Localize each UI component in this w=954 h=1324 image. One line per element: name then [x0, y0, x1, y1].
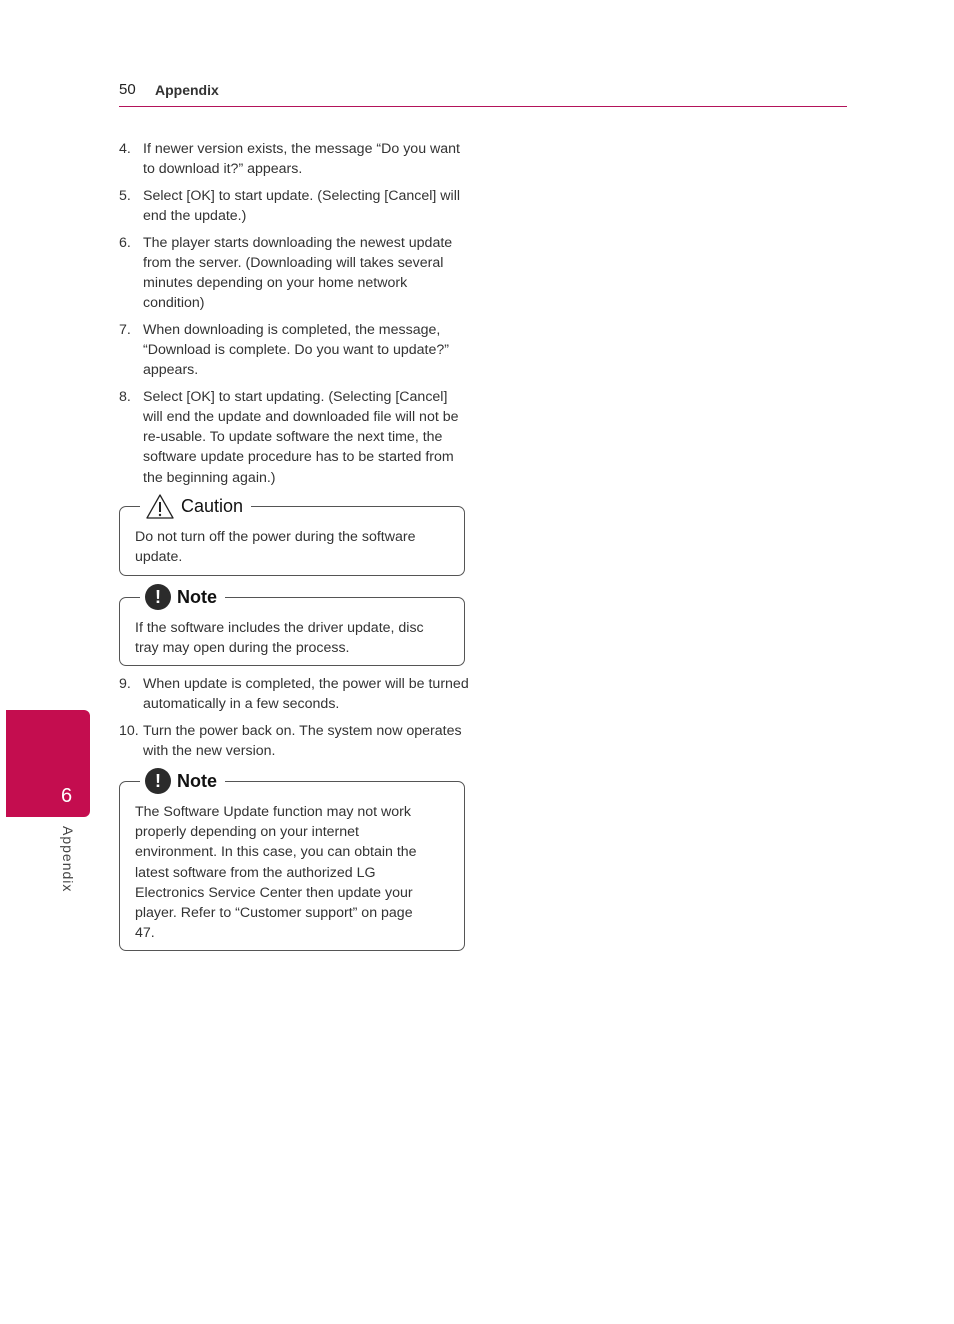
caution-text: Do not turn off the power during the software update. — [135, 529, 416, 566]
note-text: If the software includes the driver update, disc tray may open during the process. — [135, 620, 424, 657]
warning-triangle-icon — [145, 493, 175, 520]
step-text: The player starts downloading the newest update from the server. (Downloading will takes several minutes depending on your home network condition) — [143, 234, 453, 312]
steps-list-b — [119, 674, 469, 768]
step-number: 8. — [119, 388, 131, 405]
note-box-software — [119, 770, 465, 951]
chapter-label: Appendix — [60, 826, 76, 893]
note-box — [119, 586, 465, 666]
chapter-number: 6 — [61, 785, 73, 807]
list-item — [119, 674, 469, 714]
page-header — [119, 80, 847, 107]
section-title: Appendix — [155, 82, 219, 98]
list-item — [119, 387, 469, 488]
note-header — [140, 583, 225, 611]
exclamation-circle-icon: ! — [145, 768, 171, 794]
step-text: If newer version exists, the message “Do you want to download it?” appears. — [143, 141, 460, 178]
note-header — [140, 767, 225, 795]
exclamation-circle-icon: ! — [145, 584, 171, 610]
step-text: Select [OK] to start update. (Selecting [Cancel] will end the update.) — [143, 187, 461, 224]
step-text: When downloading is completed, the message, “Download is complete. Do you want to update?” appears. — [143, 321, 449, 379]
list-item — [119, 139, 469, 179]
step-number: 10. — [119, 722, 139, 739]
list-item — [119, 320, 469, 381]
list-item — [119, 233, 469, 314]
page-number: 50 — [119, 81, 136, 98]
list-item — [119, 186, 469, 226]
step-number: 5. — [119, 187, 131, 204]
note-title: Note — [177, 770, 217, 791]
step-text: When update is completed, the power will be turned automatically in a few seconds. — [143, 676, 469, 713]
note-title: Note — [177, 586, 217, 607]
step-number: 4. — [119, 141, 131, 157]
list-item — [119, 721, 469, 761]
step-number: 9. — [119, 676, 131, 692]
chapter-tab — [6, 710, 90, 817]
note-text: The Software Update function may not work properly depending on your internet environment. In this case, you can obtain the latest software from the authorized LG Electronics Service Center then update your player. Refer to “Customer support” on page 47. — [135, 804, 417, 942]
step-number: 6. — [119, 234, 131, 251]
steps-list-a — [119, 139, 469, 494]
caution-header — [140, 492, 251, 520]
caution-title: Caution — [181, 495, 244, 516]
step-text: Select [OK] to start updating. (Selecting [Cancel] will end the update and downloaded file will not be re-usable. To update software the next time, the software update procedure has to be started from the beginning again.) — [143, 388, 459, 486]
step-text: Turn the power back on. The system now operates with the new version. — [143, 722, 462, 759]
caution-box — [119, 495, 465, 576]
step-number: 7. — [119, 321, 131, 338]
